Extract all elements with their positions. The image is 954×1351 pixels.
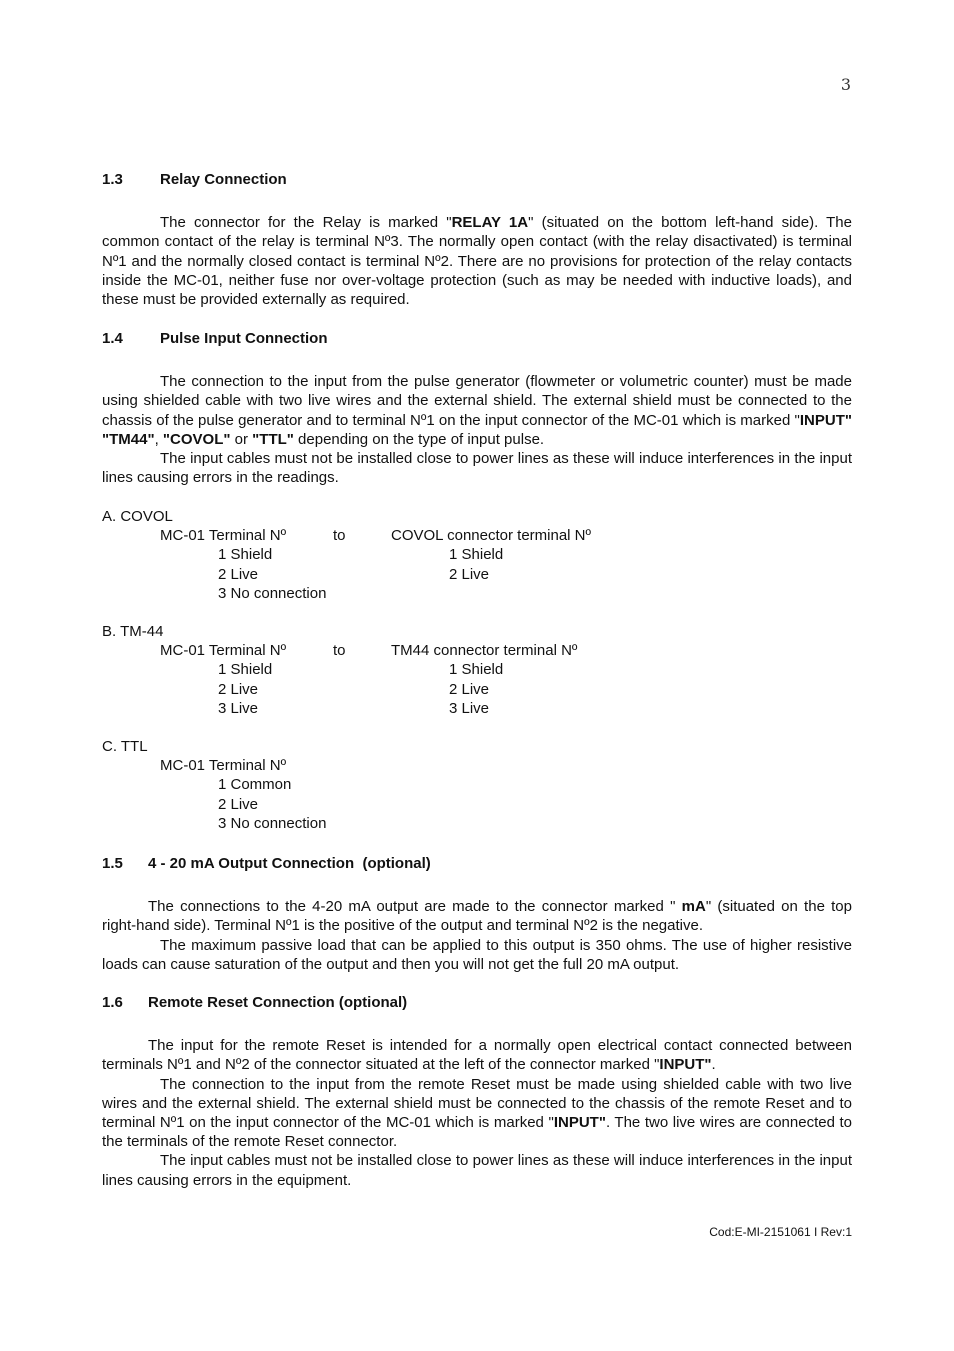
paragraph [102,213,852,309]
table-row [102,699,852,718]
section-heading [102,854,852,873]
section-1-4 [102,329,852,487]
table-row [102,795,852,814]
text: The connection to the input from the pulse generator (flowmeter or volumetric counter) must be made using shielded cable with two live wires and the external shield. The external shield must be connected to the chassis of the pulse generator and to terminal Nº1 on the input connector of the MC-01 which is marked " [102,373,852,429]
left-cell: 1 Common [218,776,292,794]
section-title: Pulse Input Connection [160,330,328,347]
section-1-6 [102,993,852,1190]
table-row [102,545,852,564]
left-header: MC-01 Terminal Nº [160,527,287,545]
table-label: C. TTL [102,738,148,755]
text: , [154,430,163,448]
paragraph: The input cables must not be installed close to power lines as these will induce interferences in the input lines causing errors in the equipment. [102,1152,852,1189]
section-number: 1.6 [102,994,123,1011]
left-header: MC-01 Terminal Nº [160,642,287,660]
paragraph: The maximum passive load that can be applied to this output is 350 ohms. The use of higher resistive loads can cause saturation of the output and then you will not get the full 20 mA output. [102,936,852,973]
text: The input for the remote Reset is intended for a normally open electrical contact connected between terminals Nº1 and Nº2 of the connector situated at the left of the connector marked " [102,1037,852,1074]
left-cell: 3 Live [218,699,259,717]
right-header: COVOL connector terminal Nº [391,527,591,545]
left-cell: 2 Live [218,795,259,813]
text: " (situated on the bottom left-hand side). The common contact of the relay is terminal Nº3. The normally open contact (with the relay disactivated) is terminal Nº1 and the normally closed contact is terminal Nº2. There are no provisions for protection of the relay contacts inside the MC-01, neither fuse nor over-voltage protection (such as may be needed with inductive loads), and these must be provided externally as required. [102,214,852,309]
text: The connector for the Relay is marked " [160,214,452,232]
table-header [102,756,852,775]
text: depending on the type of input pulse. [293,430,545,448]
text: The connection to the input from the remote Reset must be made using shielded cable with two live wires and the external shield. The external shield must be connected to the chassis of the remote Reset and to terminal Nº1 on the input connector of the MC-01 which is marked " [102,1075,852,1132]
section-number: 1.5 [102,855,123,872]
table-row [102,660,852,679]
table-header [102,526,852,545]
left-cell: 1 Shield [218,661,273,679]
bold-text: INPUT" "TM44" [102,411,852,448]
left-cell: 2 Live [218,565,259,583]
paragraph [102,1075,852,1152]
connection-table-ttl [102,737,852,833]
section-heading [102,170,852,189]
paragraph [102,1036,852,1074]
section-number: 1.4 [102,330,123,347]
table-label: B. TM-44 [102,623,164,640]
bold-text: mA [681,898,706,916]
section-1-3 [102,170,852,309]
table-header [102,641,852,660]
right-cell: 2 Live [449,565,490,583]
connection-table-tm44 [102,622,852,718]
bold-text: INPUT" [659,1056,712,1074]
bold-text: RELAY 1A [451,214,529,232]
bold-text: "COVOL" [162,430,231,448]
table-row [102,814,852,833]
text: " (situated on the top right-hand side). Terminal Nº1 is the positive of the output and terminal Nº2 is the negative. [102,898,852,935]
document-code: Cod:E-MI-2151061 I Rev:1 [709,1225,852,1239]
right-cell: 1 Shield [449,661,504,679]
text: . The two live wires are connected to the terminals of the remote Reset connector. [102,1114,853,1151]
right-cell: 2 Live [449,680,490,698]
page-number: 3 [840,75,851,94]
table-row [102,680,852,699]
section-heading [102,329,852,348]
text: The connections to the 4-20 mA output are made to the connector marked " [148,898,682,916]
right-cell: 3 Live [449,699,490,717]
bold-text: "TTL" [252,430,294,448]
paragraph [102,372,852,449]
left-cell: 3 No connection [218,584,327,602]
section-title: Remote Reset Connection (optional) [148,994,408,1011]
left-header: MC-01 Terminal Nº [160,757,287,775]
right-header: TM44 connector terminal Nº [391,642,578,660]
section-title: 4 - 20 mA Output Connection (optional) [148,855,431,872]
table-row [102,775,852,794]
paragraph [102,897,852,935]
table-row [102,584,852,603]
bold-text: INPUT" [553,1114,606,1132]
to-label: to [333,642,346,660]
right-cell: 1 Shield [449,546,504,564]
table-label: A. COVOL [102,508,173,525]
section-title: Relay Connection [160,171,287,188]
table-row [102,565,852,584]
left-cell: 3 No connection [218,814,327,832]
left-cell: 2 Live [218,680,259,698]
section-heading [102,993,852,1012]
paragraph: The input cables must not be installed close to power lines as these will induce interferences in the input lines causing errors in the readings. [102,450,852,487]
section-1-5 [102,854,852,974]
to-label: to [333,527,346,545]
section-number: 1.3 [102,171,123,188]
text: or [230,430,253,448]
text: . [711,1056,716,1074]
left-cell: 1 Shield [218,546,273,564]
connection-table-covol [102,507,852,603]
